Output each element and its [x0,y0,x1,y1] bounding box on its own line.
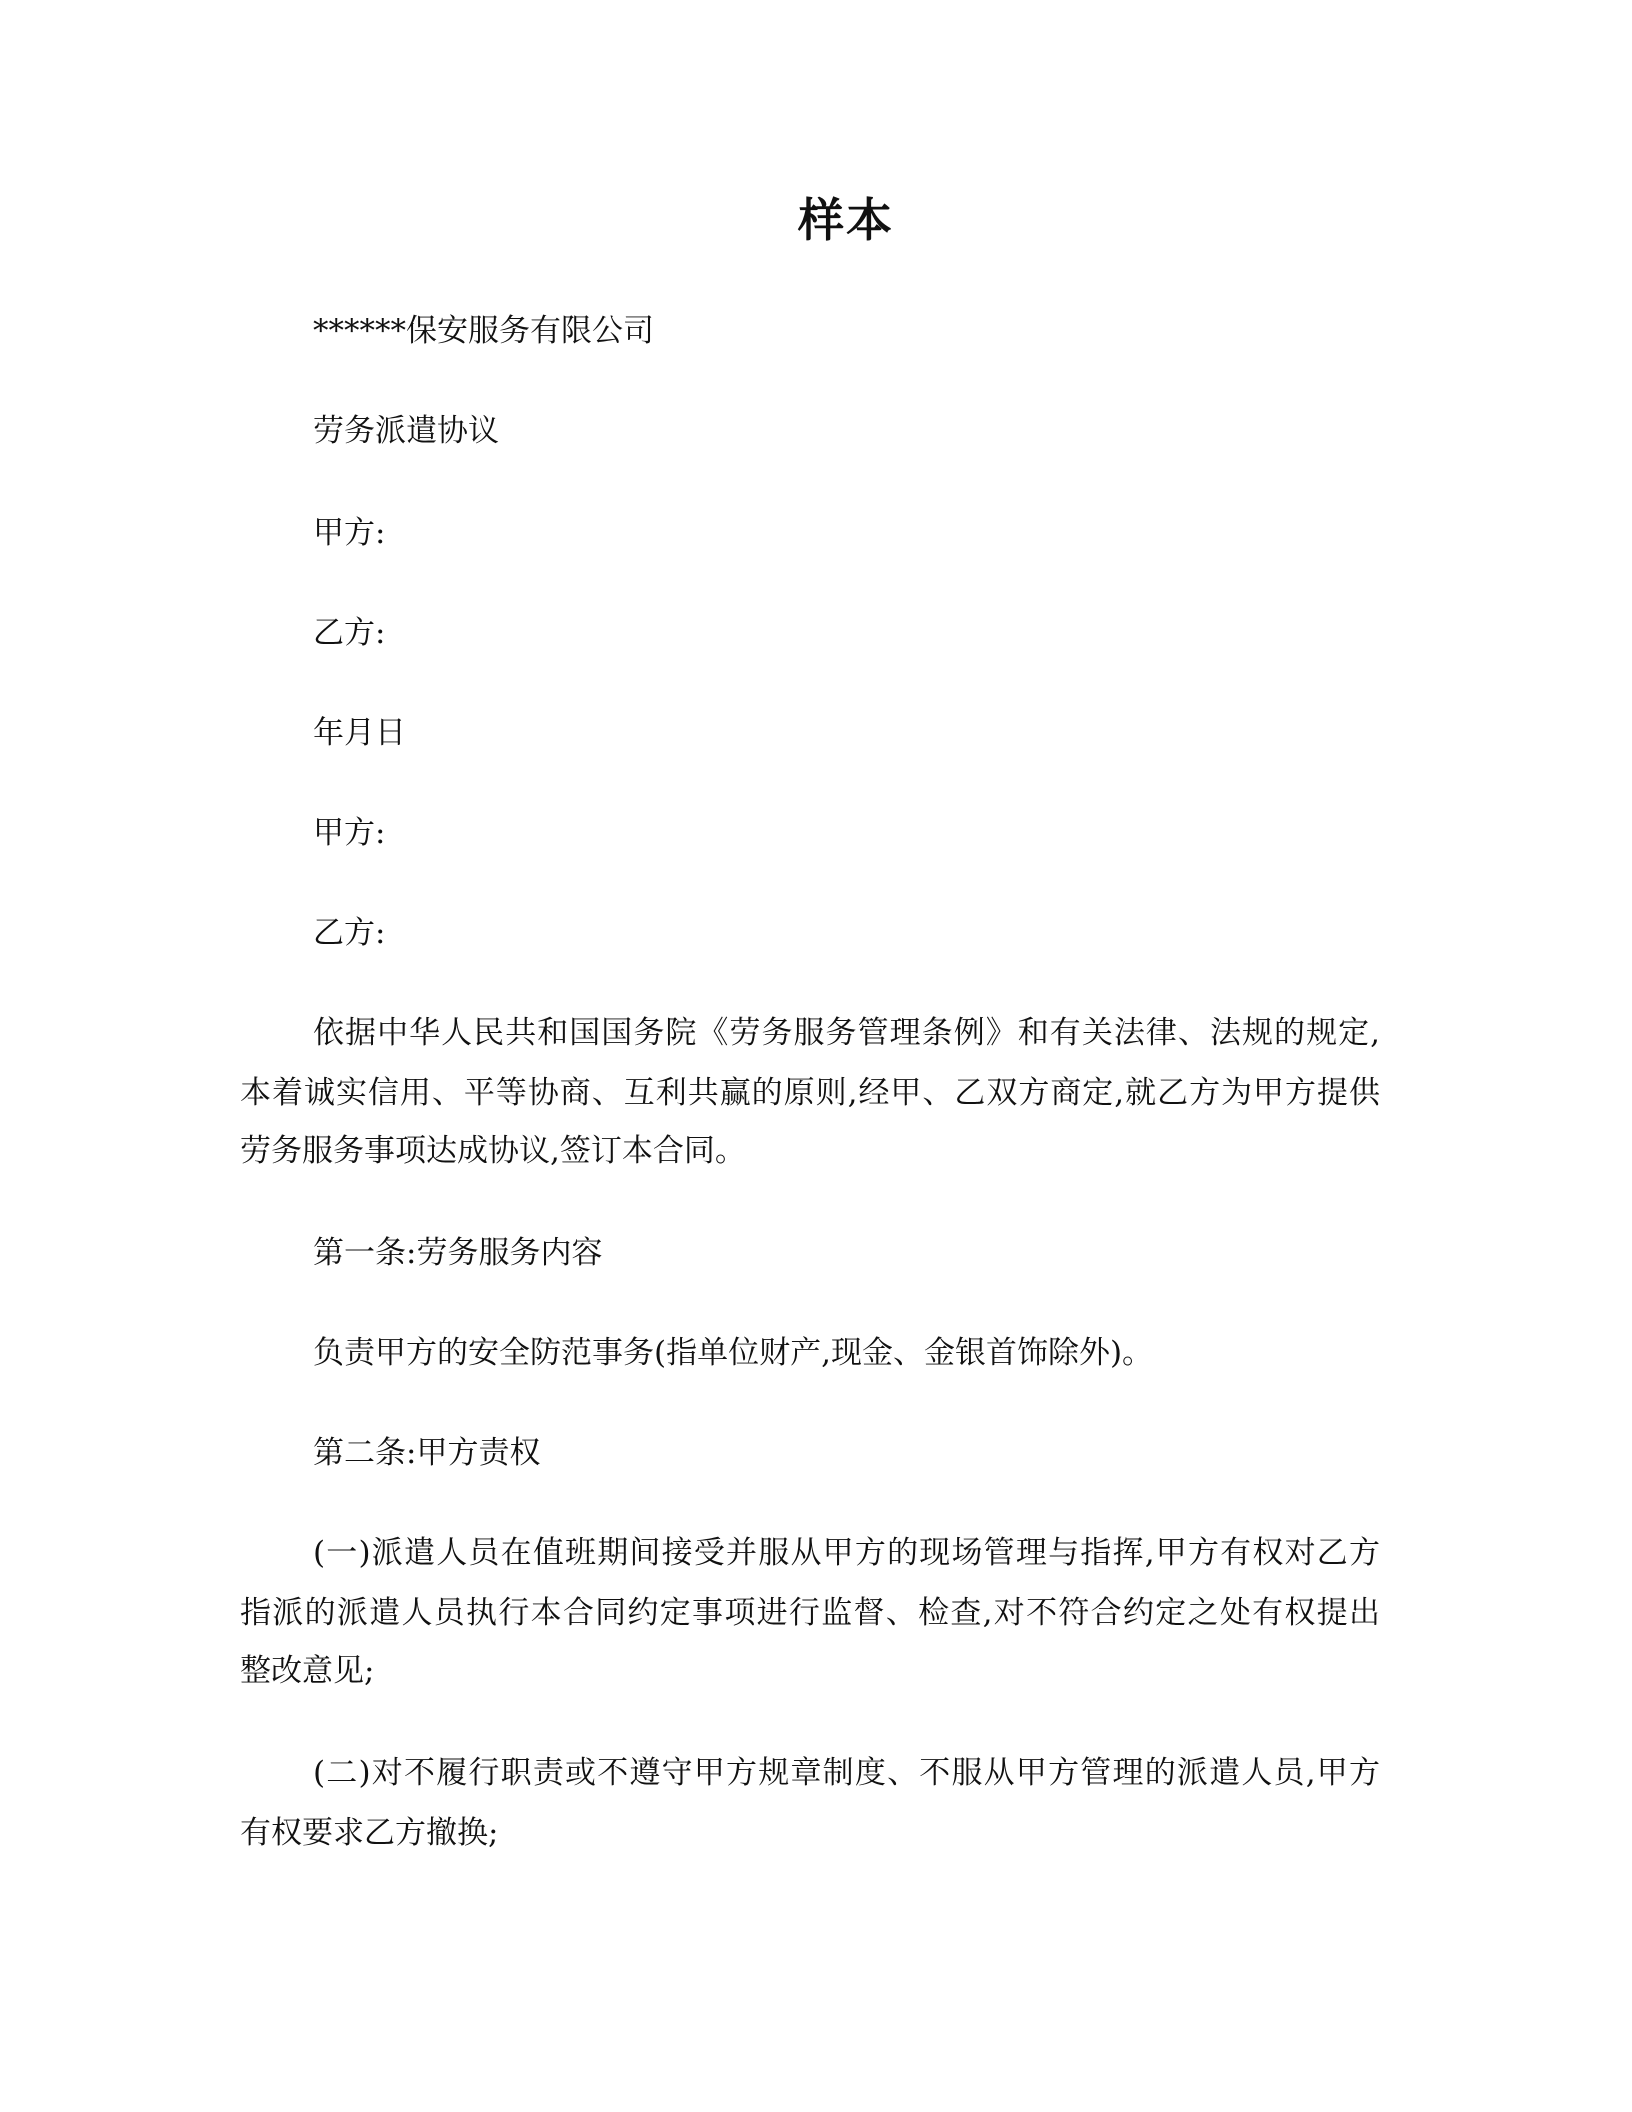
article-2-heading: 第二条:甲方责权 [313,1435,541,1471]
paragraph-line: (二)对不履行职责或不遵守甲方规章制度、不服从甲方管理的派遣人员,甲方 [313,1755,1380,1791]
agreement-name: 劳务派遣协议 [313,413,499,449]
date-label: 年月日 [313,715,406,751]
paragraph-line: 整改意见; [240,1653,375,1689]
party-b-label-2: 乙方: [313,915,386,951]
party-a-label-2: 甲方: [313,815,386,851]
paragraph-line: 本着诚实信用、平等协商、互利共赢的原则,经甲、乙双方商定,就乙方为甲方提供 [240,1075,1380,1111]
document-title: 样本 [798,193,894,247]
party-a-label: 甲方: [313,515,386,551]
paragraph-line: (一)派遣人员在值班期间接受并服从甲方的现场管理与指挥,甲方有权对乙方 [313,1535,1380,1571]
party-b-label: 乙方: [313,615,386,651]
article-1-heading: 第一条:劳务服务内容 [313,1235,603,1271]
company-name: ******保安服务有限公司 [313,313,654,349]
paragraph-line: 有权要求乙方撤换; [240,1815,499,1851]
paragraph-line: 指派的派遣人员执行本合同约定事项进行监督、检查,对不符合约定之处有权提出 [240,1595,1380,1631]
article-1-body: 负责甲方的安全防范事务(指单位财产,现金、金银首饰除外)。 [313,1335,1154,1371]
paragraph-line: 依据中华人民共和国国务院《劳务服务管理条例》和有关法律、法规的规定, [313,1015,1380,1051]
paragraph-line: 劳务服务事项达成协议,签订本合同。 [240,1133,746,1169]
